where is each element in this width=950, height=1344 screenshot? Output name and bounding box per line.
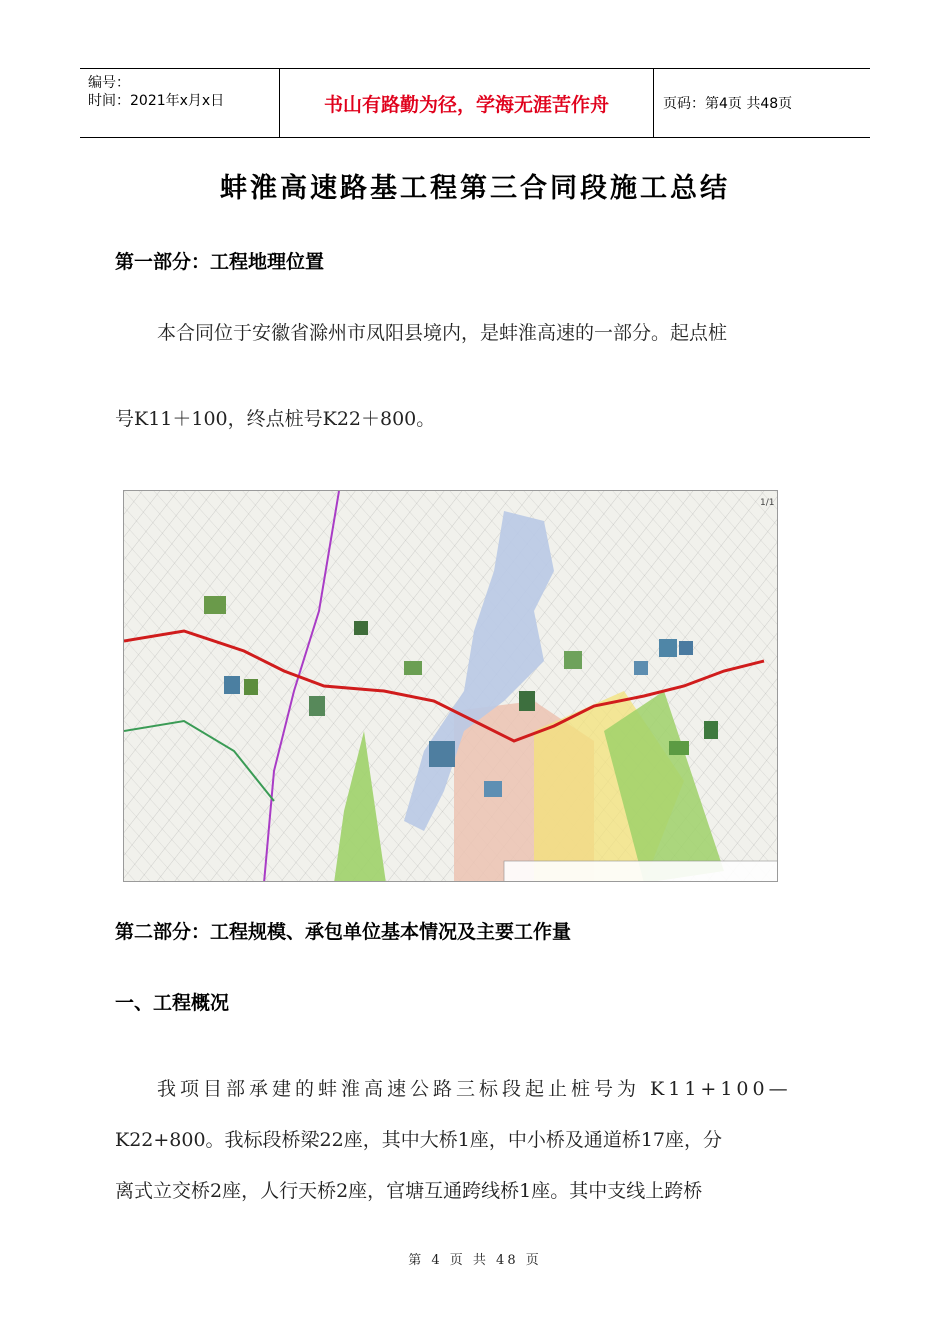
section1-heading: 第一部分：工程地理位置	[115, 251, 325, 273]
map-title-block	[504, 861, 778, 882]
route-location-map	[123, 490, 778, 882]
section2-paragraph-line3: 离式立交桥2座，人行天桥2座，官塘互通跨线桥1座。其中支线上跨桥	[115, 1180, 703, 1202]
page-footer: 第 4 页 共 48 页	[408, 1253, 542, 1268]
section2-paragraph-line2: K22+800。我标段桥梁22座，其中大桥1座，中小桥及通道桥17座，分	[115, 1129, 722, 1151]
section1-paragraph-line2: 号K11＋100，终点桩号K22＋800。	[115, 408, 436, 430]
map-sheet-label: 1/1	[760, 498, 775, 508]
document-time-label: 时间：2021年x月x日	[88, 93, 225, 109]
section2-paragraph-line1: 我项目部承建的蚌淮高速公路三标段起止桩号为 K11+100—	[157, 1078, 792, 1100]
section1-paragraph-line1: 本合同位于安徽省滁州市凤阳县境内，是蚌淮高速的一部分。起点桩	[157, 322, 728, 344]
section2-subheading: 一、工程概况	[115, 992, 230, 1014]
document-number-label: 编号：	[88, 75, 130, 91]
section2-heading: 第二部分：工程规模、承包单位基本情况及主要工作量	[115, 921, 572, 943]
header-motto: 书山有路勤为径，学海无涯苦作舟	[280, 69, 654, 137]
page-header	[80, 68, 870, 138]
map-drawing	[124, 491, 778, 882]
header-meta-cell	[80, 69, 280, 137]
document-title: 蚌淮高速路基工程第三合同段施工总结	[220, 173, 730, 204]
header-page-info: 页码：第4页 共48页	[663, 96, 793, 112]
